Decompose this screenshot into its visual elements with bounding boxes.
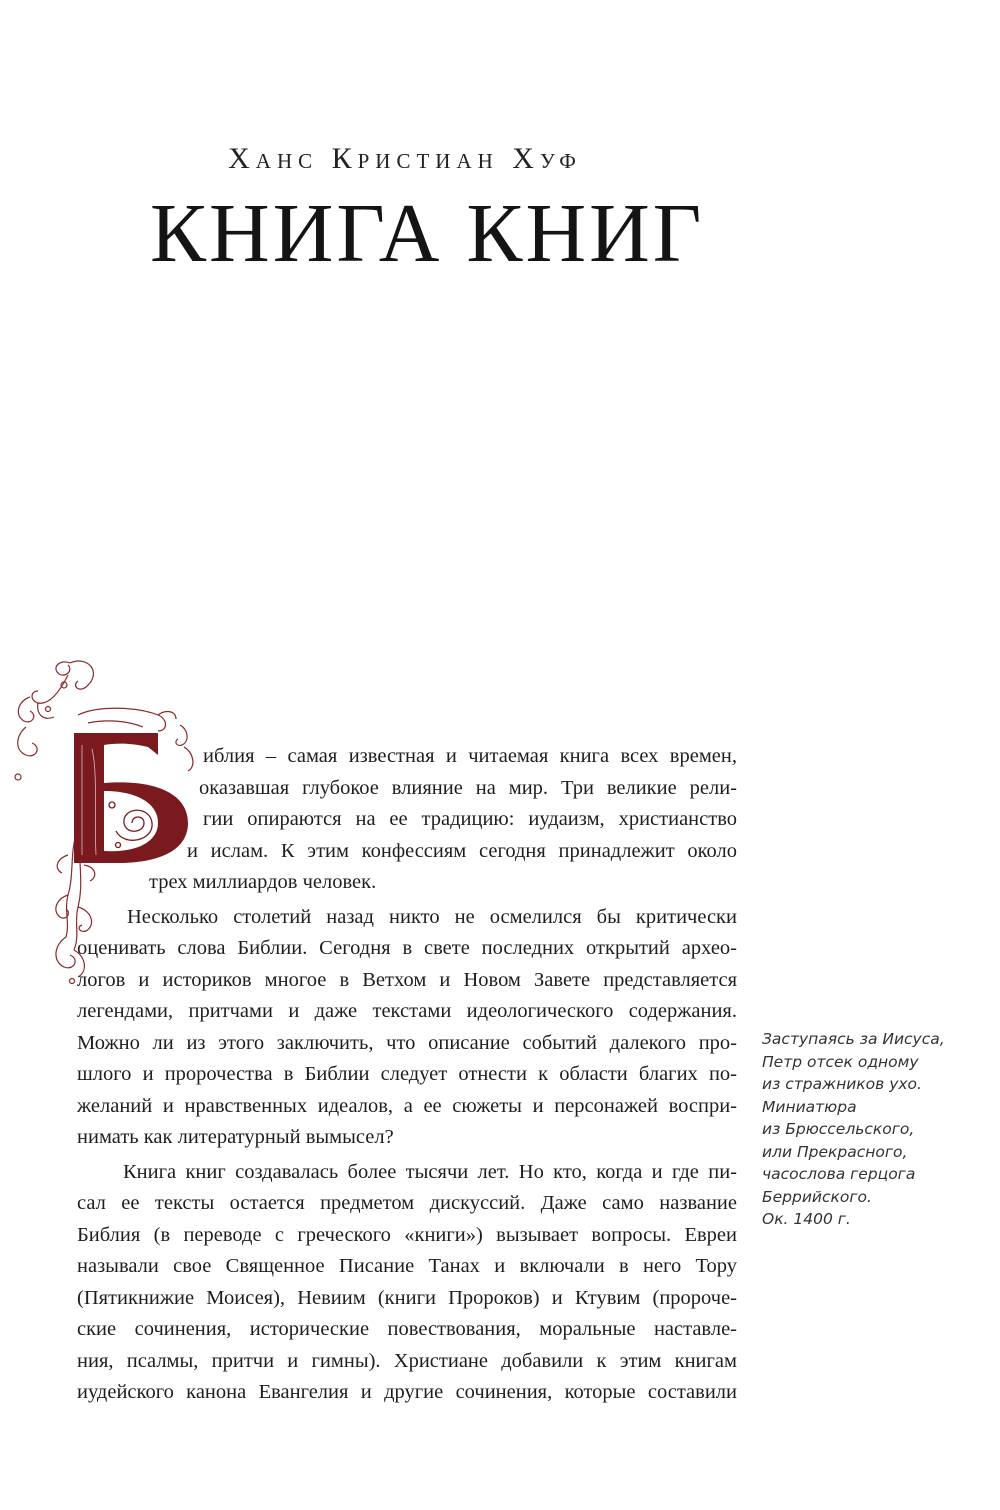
caption-line: Заступаясь за Иисуса, <box>762 1030 945 1048</box>
author-name: Ханс Кристиан Хуф <box>228 142 582 175</box>
text-line: Можно ли из этого заключить, что описание событий далекого про- <box>77 1031 737 1054</box>
text-line: иблия – самая известная и читаемая книга всех времен, <box>203 745 737 767</box>
text-line: Несколько столетий назад никто не осмелился бы критически <box>127 905 737 928</box>
caption-line: из Брюссельского, <box>762 1120 915 1138</box>
paragraph-2 <box>77 902 737 1154</box>
caption-line: Петр отсек одному <box>762 1052 919 1071</box>
caption-line: Беррийского. <box>762 1187 872 1206</box>
text-line: легендами, притчами и даже текстами идеологического содержания. <box>77 1000 737 1022</box>
caption-line: Миниатюра <box>762 1097 857 1116</box>
text-line: и ислам. К этим конфессиям сегодня принадлежит около <box>187 839 737 862</box>
text-line: Книга книг создавалась более тысячи лет. Но кто, когда и где пи- <box>123 1160 737 1183</box>
text-line: трех миллиардов человек. <box>149 871 377 893</box>
text-line: Библия (в переводе с греческого «книги») вызывает вопросы. Евреи <box>77 1223 737 1246</box>
text-line: ния, псалмы, притчи и гимны). Христиане добавили к этим книгам <box>77 1349 737 1372</box>
caption-line: или Прекрасного, <box>762 1142 908 1161</box>
image-caption <box>762 1028 987 1231</box>
text-line: иудейского канона Евангелия и другие сочинения, которые составили <box>77 1381 737 1403</box>
caption-line: из стражников ухо. <box>762 1075 922 1093</box>
text-line: ские сочинения, исторические повествования, моральные наставле- <box>77 1318 737 1340</box>
text-line: нимать как литературный вымысел? <box>77 1126 394 1148</box>
caption-line: часослова герцога <box>762 1165 916 1183</box>
paragraph-1 <box>77 741 737 899</box>
text-line: шлого и пророчества в Библии следует отнести к области благих по- <box>77 1063 737 1085</box>
text-line: (Пятикнижие Моисея), Невиим (книги Пророков) и Ктувим (пророче- <box>77 1286 737 1309</box>
text-line: сал ее тексты остается предметом дискуссий. Даже само название <box>77 1192 737 1214</box>
text-line: оказавшая глубокое влияние на мир. Три великие рели- <box>199 776 737 799</box>
text-line: оценивать слова Библии. Сегодня в свете последних открытий архео- <box>77 937 737 959</box>
main-text <box>77 741 737 1409</box>
caption-line: Ок. 1400 г. <box>762 1210 851 1228</box>
text-line: желаний и нравственных идеалов, а ее сюжеты и персонажей воспри- <box>77 1094 737 1117</box>
text-line: называли свое Священное Писание Танах и включали в него Тору <box>77 1255 737 1277</box>
text-line: гии опираются на ее традицию: иудаизм, христианство <box>203 808 737 830</box>
paragraph-3 <box>77 1157 737 1409</box>
text-line: логов и историков многое в Ветхом и Новом Завете представляется <box>77 968 737 991</box>
book-title: КНИГА КНИГ <box>150 187 705 280</box>
